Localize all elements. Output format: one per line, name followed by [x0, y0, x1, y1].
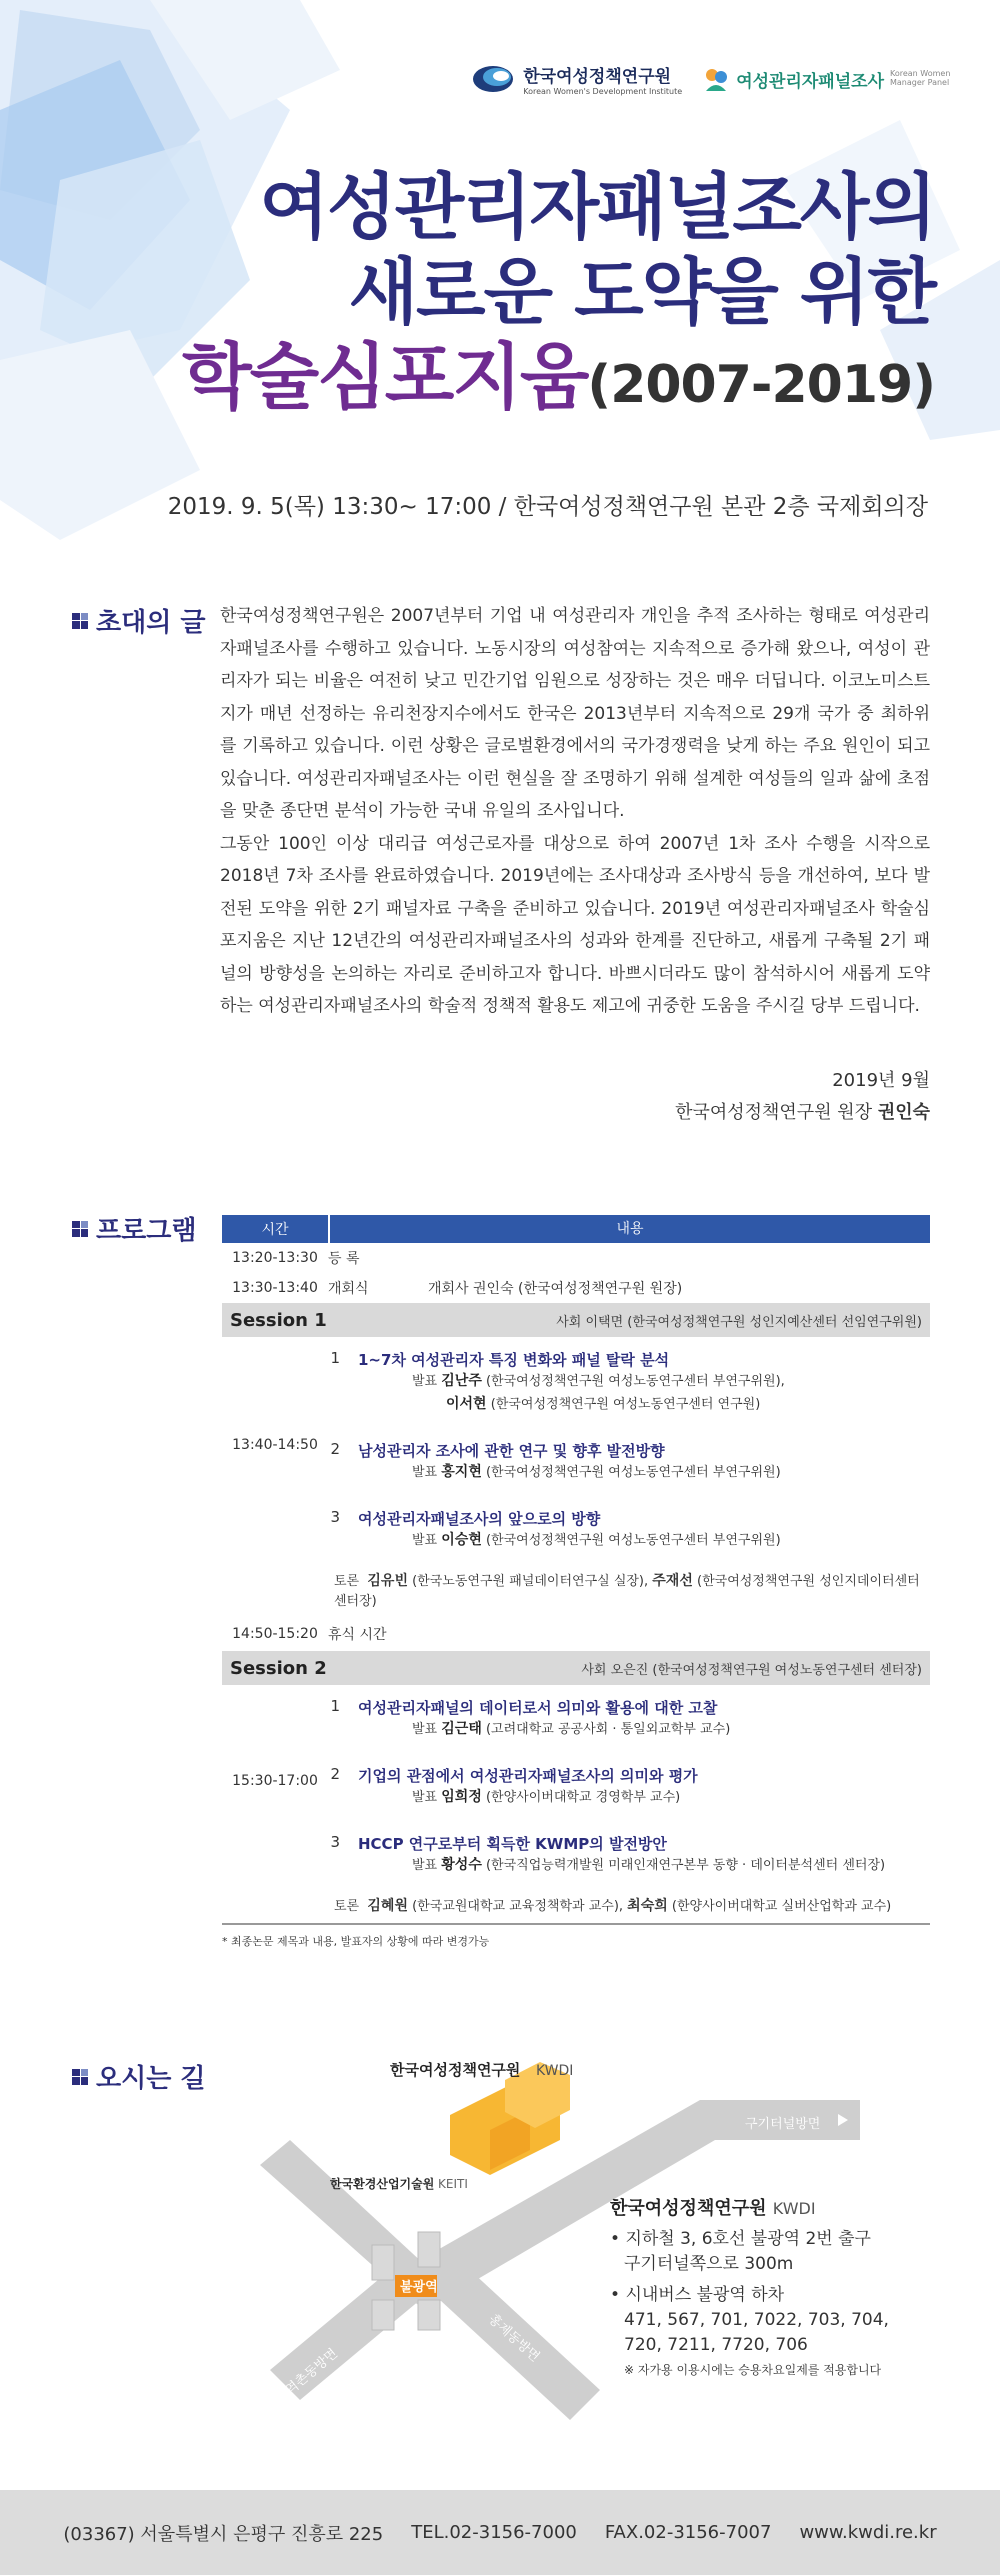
- item-number: 2: [330, 1765, 340, 1783]
- title-line-3-text: 학술심포지움: [182, 334, 588, 419]
- signature-org: 한국여성정책연구원 원장: [675, 1102, 873, 1123]
- invitation-paragraph-1: 한국여성정책연구원은 2007년부터 기업 내 여성관리자 개인을 추적 조사하는 형태로 여성관리자패널조사를 수행하고 있습니다. 노동시장의 여성참여는 지속적으로 증가해 왔으나, 여성이 관리자가 되는 비율은 여전히 낮고 민간기업 임원으로 성장하는 것은 매우 더딥니다. 이코노미스트지가 매년 선정하는 유리천장지수에서도 한국은 2013년부터 지속적으로 29개 국가 중 최하위를 기록하고 있습니다. 이런 상황은 글로벌환경에서의 국가경쟁력을 낮게 하는 주요 원인이 되고 있습니다. 여성관리자패널조사는 이런 현실을 잘 조명하기 위해 설계한 여성들의 일과 삶에 초점을 맞춘 종단면 분석이 가능한 국내 유일의 조사입니다.: [220, 606, 930, 821]
- station-label: 불광역: [400, 2280, 438, 2295]
- hero-header: [0, 0, 1000, 560]
- item-title: 1~7차 여성관리자 특징 변화와 패널 탈락 분석: [358, 1351, 670, 1369]
- table-row: [222, 1243, 930, 1273]
- session-2-name: Session 2: [230, 1657, 327, 1679]
- session-1-block: [222, 1337, 930, 1552]
- footer-tel: TEL.02-3156-7000: [411, 2522, 577, 2543]
- item-title: 여성관리자패널조사의 앞으로의 방향: [358, 1510, 601, 1528]
- invitation-heading: [72, 602, 206, 639]
- session-2-discussion: 토론 김혜원 (한국교원대학교 교육정책학과 교수), 최숙희 (한양사이버대학교 실버산업학과 교수): [222, 1895, 930, 1925]
- row-time: 13:30-13:40: [232, 1280, 318, 1296]
- map-kwdi-en: KWDI: [536, 2063, 574, 2079]
- col-time-header: 시간: [261, 1222, 289, 1238]
- item-title: 기업의 관점에서 여성관리자패널조사의 의미와 평가: [358, 1767, 698, 1785]
- invitation-heading-text: 초대의 글: [96, 608, 206, 638]
- row-content: 개회식: [328, 1281, 369, 1297]
- item-title: 여성관리자패널의 데이터로서 의미와 활용에 대한 고찰: [358, 1699, 718, 1717]
- session-2-moderator: 사회 오은진 (한국여성정책연구원 여성노동연구센터 센터장): [581, 1662, 922, 1678]
- invitation-paragraph-2: 그동안 100인 이상 대리급 여성근로자를 대상으로 하여 2007년 1차 조사 수행을 시작으로 2018년 7차 조사를 완료하였습니다. 2019년에는 조사대상과 조사방식 등을 개선하여, 보다 발전된 도약을 위한 2기 패널자료 구축을 준비하고 있습니다. 2019년 여성관리자패널조사 학술심포지움은 지난 12년간의 여성관리자패널조사의 성과와 한계를 진단하고, 새롭게 구축될 2기 패널의 방향성을 논의하는 자리로 준비하고자 합니다. 바쁘시더라도 많이 참석하시어 새롭게 도약하는 여성관리자패널조사의 학술적 정책적 활용도 제고에 귀중한 도움을 주시길 당부 드립니다.: [220, 833, 930, 1016]
- invitation-body: [220, 600, 930, 1023]
- road-label-yeonsinnae: 연신내방면: [287, 2216, 346, 2269]
- signature-name: 권인숙: [877, 1102, 930, 1123]
- title-years: (2007-2019): [587, 354, 935, 415]
- symposium-title: [182, 165, 935, 420]
- row-content: 등 록: [328, 1251, 360, 1267]
- info-bus-numbers-1: 471, 567, 701, 7022, 703, 704,: [624, 2310, 889, 2330]
- footer: [0, 2490, 1000, 2575]
- title-line-3: [182, 335, 935, 420]
- program-table: [222, 1215, 930, 1949]
- session-1-discussion: 토론 김유빈 (한국노동연구원 패널데이터연구실 실장), 주재선 (한국여성정책연구원 성인지데이터센터 센터장): [334, 1573, 920, 1609]
- signature-date: 2019년 9월: [832, 1070, 930, 1091]
- row-time: 13:20-13:30: [232, 1250, 318, 1266]
- kwdi-logo-icon: [471, 64, 515, 94]
- presentation-item: [328, 1440, 930, 1484]
- program-table-header: [222, 1215, 930, 1243]
- presentation-item: [328, 1508, 930, 1552]
- info-subway-2: 구기터널쪽으로 300m: [624, 2254, 794, 2274]
- info-note: ※ 자가용 이용시에는 승용차요일제를 적용합니다: [624, 2363, 882, 2377]
- session-1-time: 13:40-14:50: [232, 1436, 318, 1453]
- map-keiti-en: KEITI: [438, 2177, 468, 2191]
- presentation-item: [328, 1765, 930, 1809]
- presenter: 발표 홍지현 (한국여성정책연구원 여성노동연구센터 부연구위원): [412, 1464, 781, 1480]
- road-to-yeonsinnae: [260, 2140, 425, 2290]
- session-2-bar: [222, 1651, 930, 1685]
- map-kwdi-label: 한국여성정책연구원: [390, 2061, 521, 2079]
- map-keiti-label: 한국환경산업기술원: [330, 2177, 435, 2191]
- kwmp-logo-icon: [702, 65, 730, 93]
- footer-fax: FAX.02-3156-7007: [604, 2522, 772, 2543]
- program-note: * 최종논문 제목과 내용, 발표자의 상황에 따라 변경가능: [222, 1935, 490, 1948]
- session-2-block: [222, 1685, 930, 1877]
- kwmp-logo-english: Korean Women Manager Panel: [890, 69, 951, 87]
- info-bus: • 시내버스 불광역 하차: [610, 2285, 785, 2305]
- info-bus-numbers-2: 720, 7211, 7720, 706: [624, 2335, 808, 2355]
- program-heading-text: 프로그램: [96, 1216, 197, 1246]
- title-line-2: 새로운 도약을 위한: [348, 249, 935, 334]
- row-detail: 개회사 권인숙 (한국여성정책연구원 원장): [428, 1281, 683, 1297]
- logo-group: [471, 62, 960, 96]
- footer-website[interactable]: www.kwdi.re.kr: [799, 2522, 937, 2543]
- footer-address: (03367) 서울특별시 은평구 진흥로 225: [63, 2523, 384, 2545]
- section-square-icon: [72, 1221, 88, 1237]
- road-label-yeokchon: 역촌동방면: [282, 2346, 341, 2399]
- table-row: [222, 1617, 930, 1651]
- signature: [675, 1065, 930, 1129]
- road-label-gugi: 구기터널방면: [745, 2117, 821, 2132]
- session-2-time: 15:30-17:00: [232, 1773, 318, 1789]
- item-number: 1: [330, 1697, 340, 1715]
- presentation-item: [328, 1697, 930, 1741]
- presentation-item: [328, 1349, 930, 1416]
- presenter: 이서현 (한국여성정책연구원 여성노동연구센터 연구원): [446, 1396, 761, 1412]
- session-1-bar: [222, 1303, 930, 1337]
- col-content-header: 내용: [328, 1215, 930, 1243]
- road-label-hongje: 홍제동방면: [485, 2311, 543, 2365]
- presenter: 발표 임희정 (한양사이버대학교 경영학부 교수): [412, 1789, 681, 1805]
- kwmp-logo[interactable]: [702, 65, 960, 93]
- kwdi-logo-english: Korean Women's Development Institute: [523, 87, 683, 96]
- kwdi-logo[interactable]: [471, 62, 682, 96]
- presenter: 발표 이승현 (한국여성정책연구원 여성노동연구센터 부연구위원): [412, 1532, 781, 1548]
- presenter: 발표 황성수 (한국직업능력개발원 미래인재연구본부 동향 · 데이터분석센터 센터장): [412, 1857, 886, 1873]
- table-row: [222, 1273, 930, 1303]
- item-title: 남성관리자 조사에 관한 연구 및 향후 발전방향: [358, 1442, 665, 1460]
- program-heading: [72, 1210, 196, 1247]
- row-content: 휴식 시간: [328, 1627, 387, 1643]
- date-venue: 2019. 9. 5(목) 13:30~ 17:00 / 한국여성정책연구원 본관 2층 국제회의장: [167, 494, 928, 520]
- info-subway: • 지하철 3, 6호선 불광역 2번 출구: [610, 2229, 871, 2249]
- session-1-name: Session 1: [230, 1309, 327, 1331]
- session-1-moderator: 사회 이택면 (한국여성정책연구원 성인지예산센터 선임연구위원): [556, 1314, 922, 1330]
- directions-heading-text: 오시는 길: [96, 2064, 206, 2094]
- kwdi-logo-korean: 한국여성정책연구원: [523, 67, 672, 87]
- item-number: 3: [330, 1833, 340, 1851]
- presenter: 발표 김난주 (한국여성정책연구원 여성노동연구센터 부연구위원),: [412, 1373, 785, 1389]
- item-title: HCCP 연구로부터 획득한 KWMP의 발전방안: [358, 1835, 667, 1853]
- row-time: 14:50-15:20: [232, 1626, 318, 1642]
- kwmp-logo-korean: 여성관리자패널조사: [736, 71, 884, 92]
- presentation-item: [328, 1833, 930, 1877]
- section-square-icon: [72, 613, 88, 629]
- title-line-1: 여성관리자패널조사의: [259, 165, 935, 249]
- item-number: 2: [330, 1440, 340, 1458]
- info-en: KWDI: [772, 2199, 816, 2218]
- directions-info: [610, 2196, 950, 2383]
- item-number: 1: [330, 1349, 340, 1367]
- info-title: 한국여성정책연구원: [610, 2198, 767, 2219]
- presenter: 발표 김근태 (고려대학교 공공사회 · 통일외교학부 교수): [412, 1721, 731, 1737]
- item-number: 3: [330, 1508, 340, 1526]
